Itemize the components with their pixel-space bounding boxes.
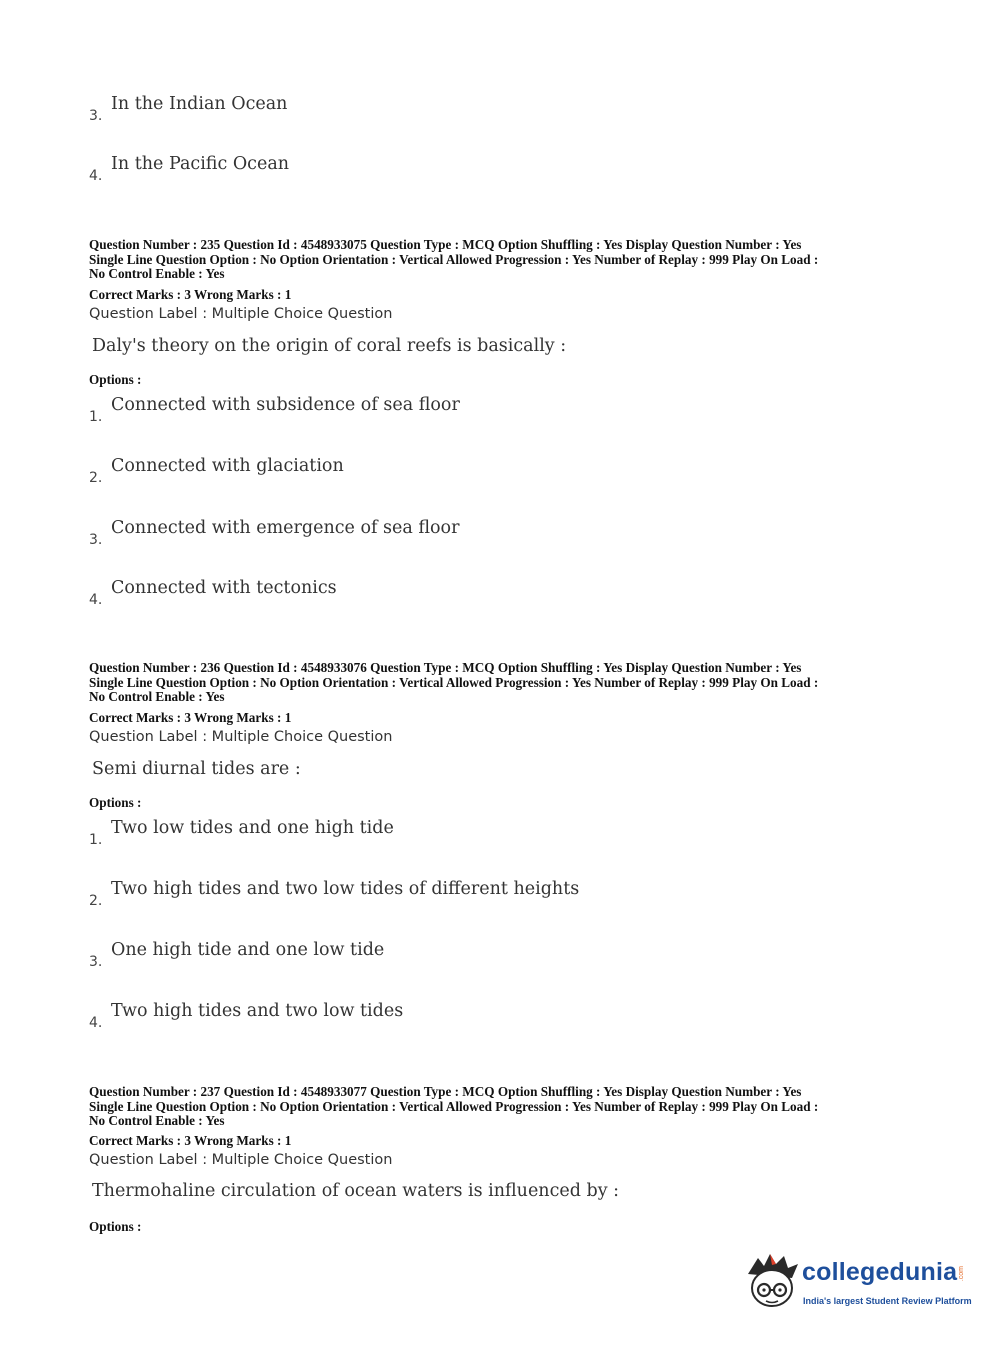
- brand-logo: [742, 1250, 972, 1320]
- question-text: Semi diurnal tides are :: [92, 759, 301, 779]
- list-item: [89, 1001, 789, 1041]
- brand-tagline: India's largest Student Review Platform: [803, 1296, 972, 1306]
- list-item: [89, 456, 789, 496]
- mascot-icon: [742, 1250, 804, 1312]
- marks-info: Correct Marks : 3 Wrong Marks : 1: [89, 1133, 292, 1148]
- question-text: Thermohaline circulation of ocean waters is influenced by :: [92, 1181, 620, 1201]
- metadata-line: Question Number : 236 Question Id : 4548933076 Question Type : MCQ Option Shuffling : Yes Display Question Number : Yes: [89, 660, 802, 675]
- question-metadata: [89, 661, 919, 705]
- option-text: Connected with emergence of sea floor: [111, 518, 460, 538]
- list-item: [89, 94, 789, 134]
- option-number: 1.: [89, 409, 103, 425]
- list-item: [89, 518, 789, 558]
- option-number: 3.: [89, 108, 103, 124]
- metadata-line: No Control Enable : Yes: [89, 1113, 225, 1128]
- list-item: [89, 879, 789, 919]
- marks-info: Correct Marks : 3 Wrong Marks : 1: [89, 287, 292, 302]
- option-text: Connected with tectonics: [111, 578, 337, 598]
- option-text: Two low tides and one high tide: [111, 818, 394, 838]
- brand-name: collegedunia: [802, 1258, 958, 1286]
- list-item: [89, 395, 789, 435]
- option-text: Connected with glaciation: [111, 456, 344, 476]
- options-heading: Options :: [89, 795, 142, 810]
- option-text: Two high tides and two low tides: [111, 1001, 404, 1021]
- option-text: In the Pacific Ocean: [111, 154, 290, 174]
- metadata-line: Single Line Question Option : No Option Orientation : Vertical Allowed Progression : Yes Number of Replay : 999 Play On Load :: [89, 1098, 819, 1114]
- question-metadata: [89, 238, 919, 282]
- brand-suffix: .com: [958, 1266, 965, 1282]
- question-label: Question Label : Multiple Choice Question: [89, 1152, 393, 1168]
- list-item: [89, 154, 789, 194]
- options-heading: Options :: [89, 372, 142, 387]
- question-label: Question Label : Multiple Choice Question: [89, 729, 393, 745]
- option-text: Two high tides and two low tides of different heights: [111, 879, 580, 899]
- list-item: [89, 940, 789, 980]
- metadata-line: No Control Enable : Yes: [89, 689, 225, 704]
- option-text: In the Indian Ocean: [111, 94, 288, 114]
- metadata-line: Single Line Question Option : No Option Orientation : Vertical Allowed Progression : Yes Number of Replay : 999 Play On Load :: [89, 674, 819, 690]
- metadata-line: Single Line Question Option : No Option Orientation : Vertical Allowed Progression : Yes Number of Replay : 999 Play On Load :: [89, 251, 819, 267]
- option-number: 4.: [89, 168, 103, 184]
- metadata-line: Question Number : 237 Question Id : 4548933077 Question Type : MCQ Option Shuffling : Yes Display Question Number : Yes: [89, 1084, 802, 1099]
- list-item: [89, 578, 789, 618]
- metadata-line: No Control Enable : Yes: [89, 266, 225, 281]
- option-text: One high tide and one low tide: [111, 940, 385, 960]
- option-text: Connected with subsidence of sea floor: [111, 395, 460, 415]
- option-number: 3.: [89, 532, 103, 548]
- option-number: 4.: [89, 1015, 103, 1031]
- option-number: 3.: [89, 954, 103, 970]
- question-metadata: [89, 1085, 919, 1129]
- option-number: 2.: [89, 470, 103, 486]
- option-number: 4.: [89, 592, 103, 608]
- question-text: Daly's theory on the origin of coral reefs is basically :: [92, 336, 567, 356]
- metadata-line: Question Number : 235 Question Id : 4548933075 Question Type : MCQ Option Shuffling : Yes Display Question Number : Yes: [89, 237, 802, 252]
- option-number: 2.: [89, 893, 103, 909]
- option-number: 1.: [89, 832, 103, 848]
- question-label: Question Label : Multiple Choice Question: [89, 306, 393, 322]
- marks-info: Correct Marks : 3 Wrong Marks : 1: [89, 710, 292, 725]
- options-heading: Options :: [89, 1219, 142, 1234]
- list-item: [89, 818, 789, 858]
